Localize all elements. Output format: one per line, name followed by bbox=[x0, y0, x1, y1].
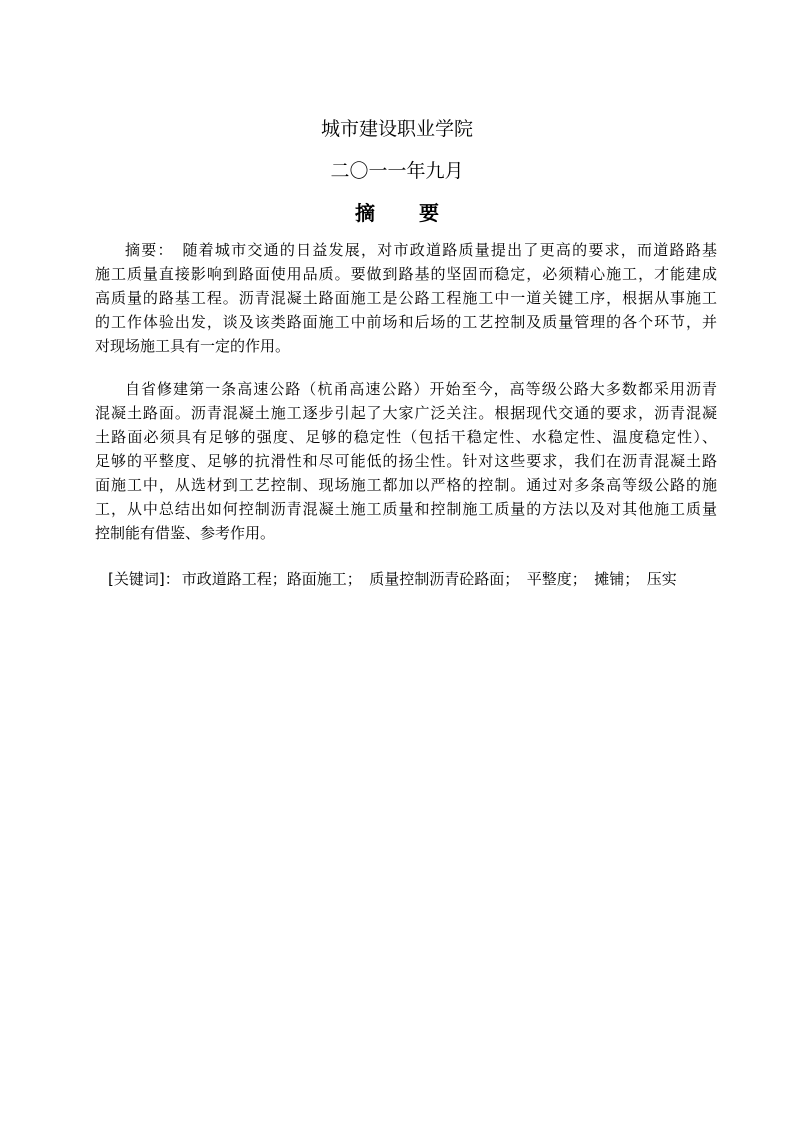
abstract-paragraph bbox=[95, 238, 717, 358]
body-line: 自省修建第一条高速公路（杭甬高速公路）开始至今，高等级公路大多数都采用沥青 bbox=[125, 380, 717, 398]
document-date: 二〇一一年九月 bbox=[330, 160, 464, 182]
school-name: 城市建设职业学院 bbox=[320, 118, 473, 140]
keywords-label: [关键词]： bbox=[108, 570, 180, 588]
abstract-line: 施工质量直接影响到路面使用品质。要做到路基的坚固而稳定，必须精心施工，才能建成 bbox=[95, 265, 717, 283]
body-line: 面施工中，从选材到工艺控制、现场施工都加以严格的控制。通过对多条高等级公路的施 bbox=[95, 476, 717, 494]
body-line: 工，从中总结出如何控制沥青混凝土施工质量和控制施工质量的方法以及对其他施工质量 bbox=[95, 500, 717, 518]
abstract-heading-right: 要 bbox=[419, 201, 439, 225]
abstract-line: 对现场施工具有一定的作用。 bbox=[95, 337, 291, 355]
body-paragraph bbox=[95, 377, 717, 545]
abstract-line: 摘要： 随着城市交通的日益发展，对市政道路质量提出了更高的要求，而道路路基 bbox=[125, 241, 717, 259]
keywords-text: 市政道路工程；路面施工； 质量控制沥青砼路面； 平整度； 摊铺； 压实 bbox=[181, 570, 677, 588]
abstract-heading-left: 摘 bbox=[355, 201, 375, 225]
abstract-heading bbox=[0, 200, 794, 226]
body-line: 足够的平整度、足够的抗滑性和尽可能低的扬尘性。针对这些要求，我们在沥青混凝土路 bbox=[95, 452, 717, 470]
body-line: 控制能有借鉴、参考作用。 bbox=[95, 524, 276, 542]
body-line: 土路面必须具有足够的强度、足够的稳定性（包括干稳定性、水稳定性、温度稳定性）、 bbox=[95, 428, 717, 446]
abstract-line: 高质量的路基工程。沥青混凝土路面施工是公路工程施工中一道关键工序，根据从事施工 bbox=[95, 289, 717, 307]
keywords-line bbox=[108, 567, 718, 591]
body-line: 混凝土路面。沥青混凝土施工逐步引起了大家广泛关注。根据现代交通的要求，沥青混凝 bbox=[95, 404, 717, 422]
abstract-line: 的工作体验出发，谈及该类路面施工中前场和后场的工艺控制及质量管理的各个环节，并 bbox=[95, 313, 717, 331]
